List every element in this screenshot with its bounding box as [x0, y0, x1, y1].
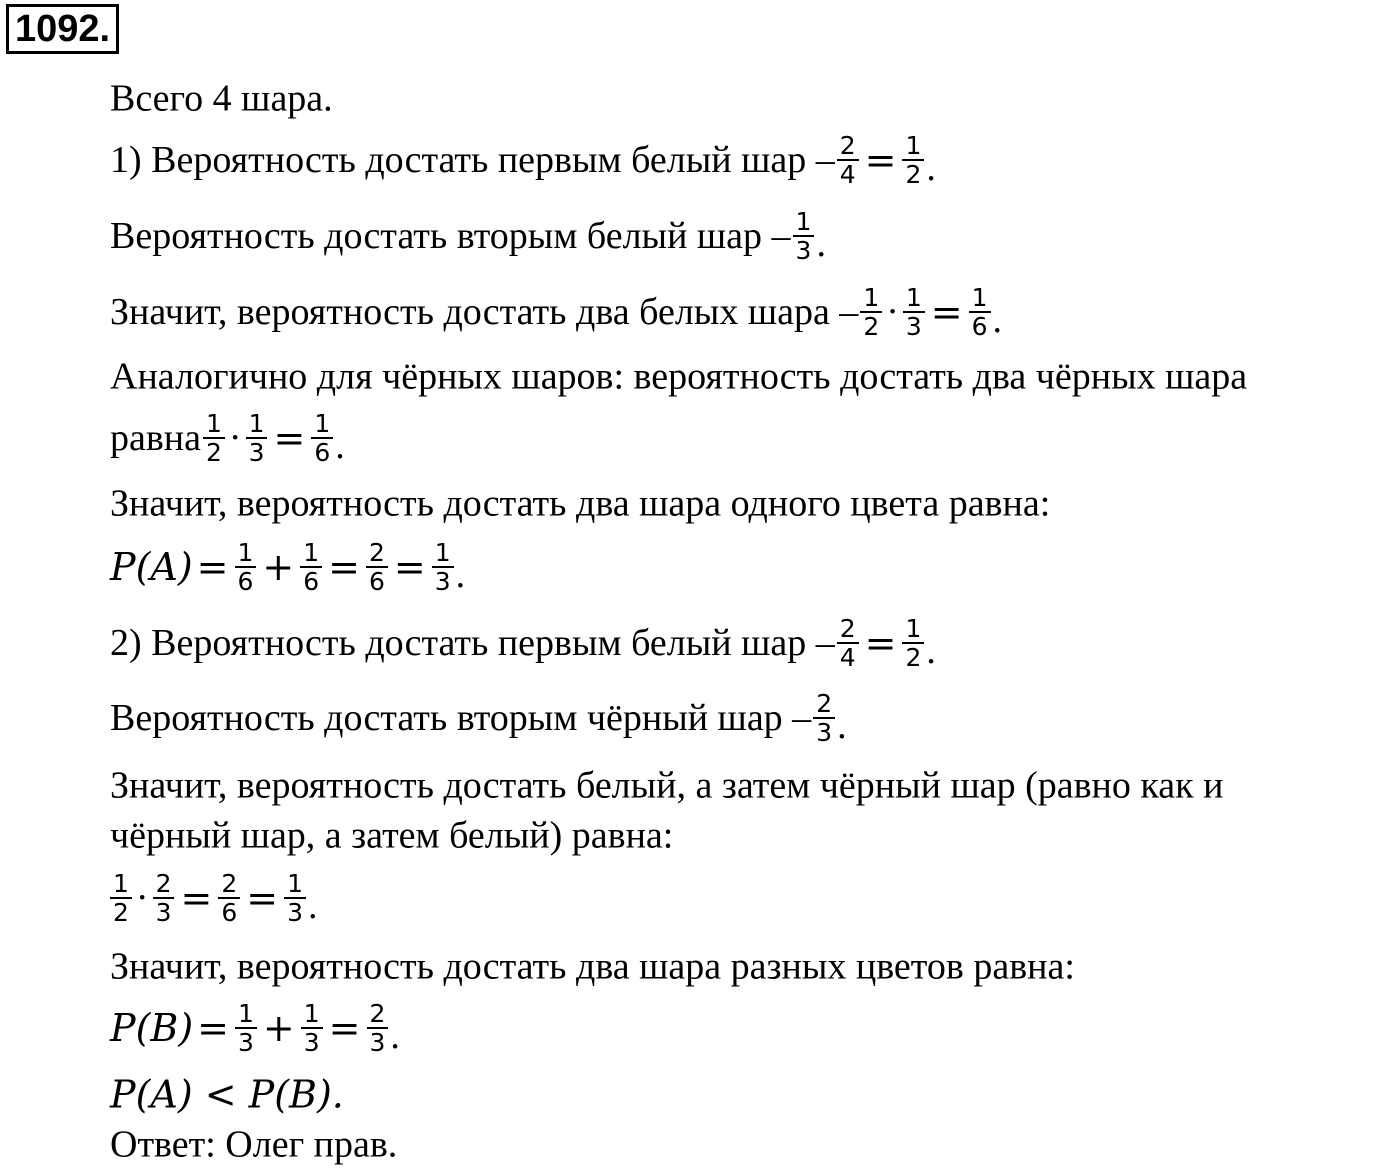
period: . [837, 705, 847, 747]
numerator: 1 [902, 615, 924, 644]
text-line-p1-second [110, 208, 826, 264]
numerator: 2 [367, 1000, 389, 1029]
fraction [837, 615, 859, 671]
period: . [992, 299, 1003, 341]
denominator: 3 [434, 567, 451, 596]
probability-expression: P(A) [110, 545, 193, 589]
fraction [311, 410, 333, 466]
fraction [432, 539, 454, 595]
line-text: чёрный шар, а затем белый) равна: [110, 814, 674, 857]
text-line-compare [110, 1071, 344, 1117]
text-line-p2-calc [110, 870, 317, 926]
denominator: 3 [303, 1028, 320, 1057]
probability-expression: P(B) [110, 1006, 194, 1050]
text-line-p2-wb-b [110, 812, 673, 855]
equals-sign: = [246, 876, 279, 920]
fraction [300, 539, 322, 595]
text-line-p1-black-a [110, 353, 1247, 396]
denominator: 6 [314, 438, 331, 467]
numerator: 1 [969, 284, 991, 313]
fraction [235, 539, 257, 595]
fraction [860, 284, 882, 340]
numerator: 1 [300, 539, 322, 568]
period: . [335, 425, 345, 467]
denominator: 3 [816, 718, 833, 747]
line-text: Значит, вероятность достать два белых шара – [110, 291, 859, 333]
denominator: 3 [248, 438, 265, 467]
text-line-p2-second [110, 690, 847, 746]
numerator: 1 [246, 410, 268, 439]
equals-sign: = [864, 138, 897, 182]
text-line-p1-two-white [110, 284, 1002, 340]
text-line-p2-first [110, 615, 936, 671]
fraction [366, 539, 388, 595]
denominator: 3 [795, 236, 812, 265]
fraction [110, 870, 132, 926]
denominator: 2 [863, 312, 880, 341]
denominator: 4 [839, 160, 856, 189]
line-text: Значит, вероятность достать два шара одного цвета равна: [110, 482, 1051, 525]
multiply-dot: · [886, 291, 899, 333]
numerator: 1 [203, 410, 225, 439]
denominator: 2 [206, 438, 222, 467]
problem-number: 1092. [6, 4, 119, 54]
equals-sign: = [328, 545, 361, 589]
equals-sign: = [393, 545, 426, 589]
plus-sign: + [262, 545, 295, 589]
denominator: 4 [839, 643, 856, 672]
equals-sign: = [864, 621, 897, 665]
denominator: 2 [905, 643, 922, 672]
period: . [307, 885, 318, 927]
fraction [813, 690, 835, 746]
numerator: 2 [837, 132, 859, 161]
denominator: 3 [238, 1028, 254, 1057]
denominator: 3 [287, 898, 303, 927]
equals-sign: = [273, 416, 306, 460]
numerator: 1 [110, 870, 132, 899]
fraction [301, 1000, 323, 1056]
line-text: Вероятность достать вторым белый шар – [110, 215, 791, 257]
answer-text: Ответ: Олег прав. [110, 1123, 398, 1166]
numerator: 2 [218, 870, 240, 899]
equals-sign: = [180, 876, 213, 920]
line-text: 2) Вероятность достать первым белый шар – [110, 622, 835, 664]
text-line-p1-black-b [110, 410, 345, 466]
fraction [235, 1000, 257, 1056]
equals-sign: = [197, 1006, 229, 1050]
numerator: 2 [366, 539, 388, 568]
text-line-p2-wb-a [110, 762, 1223, 805]
fraction [153, 870, 175, 926]
numerator: 2 [837, 615, 859, 644]
denominator: 2 [905, 160, 922, 189]
denominator: 6 [369, 567, 385, 596]
multiply-dot: · [135, 877, 149, 919]
fraction [903, 284, 925, 340]
denominator: 3 [369, 1028, 386, 1057]
denominator: 6 [237, 567, 254, 596]
fraction [969, 284, 991, 340]
fraction [218, 870, 240, 926]
numerator: 1 [235, 1000, 257, 1029]
plus-sign: + [262, 1006, 295, 1050]
numerator: 1 [301, 1000, 323, 1029]
text-line-p2-PB [110, 1000, 400, 1056]
fraction [793, 208, 815, 264]
numerator: 1 [432, 539, 454, 568]
numerator: 1 [903, 284, 925, 313]
line-text: Аналогично для чёрных шаров: вероятность достать два чёрных шара [110, 355, 1248, 398]
fraction [203, 410, 225, 466]
line-text: 1) Вероятность достать первым белый шар – [110, 139, 835, 181]
numerator: 1 [284, 870, 306, 899]
denominator: 6 [221, 898, 238, 927]
text-line-p1-same [110, 480, 1050, 523]
numerator: 1 [793, 208, 815, 237]
fraction [367, 1000, 389, 1056]
equals-sign: = [930, 290, 963, 334]
period: . [455, 554, 466, 596]
equals-sign: = [196, 545, 229, 589]
text-line-p1-first [110, 132, 936, 188]
period: . [816, 223, 826, 265]
period: . [926, 630, 936, 672]
fraction [284, 870, 306, 926]
fraction [902, 132, 924, 188]
line-text: Значит, вероятность достать два шара разных цветов равна: [110, 945, 1075, 988]
denominator: 3 [155, 898, 172, 927]
text-line-p2-diff [110, 943, 1075, 986]
denominator: 2 [113, 898, 129, 927]
line-text: Всего 4 шара. [110, 77, 333, 120]
denominator: 6 [971, 312, 988, 341]
numerator: 1 [902, 132, 924, 161]
denominator: 3 [905, 312, 922, 341]
line-text: Вероятность достать вторым чёрный шар – [110, 697, 812, 739]
multiply-dot: · [228, 417, 242, 459]
comparison-expression: P(A) < P(B). [110, 1072, 344, 1117]
numerator: 1 [311, 410, 333, 439]
fraction [246, 410, 268, 466]
numerator: 1 [235, 539, 257, 568]
fraction [902, 615, 924, 671]
line-text: Значит, вероятность достать белый, а затем чёрный шар (равно как и [110, 764, 1224, 807]
period: . [390, 1015, 400, 1057]
period: . [926, 147, 936, 189]
numerator: 1 [860, 284, 882, 313]
fraction [837, 132, 859, 188]
text-line-answer [110, 1121, 397, 1164]
text-line-p1-PA [110, 539, 465, 595]
numerator: 2 [813, 690, 835, 719]
text-line-total [110, 75, 333, 118]
equals-sign: = [328, 1006, 361, 1050]
denominator: 6 [303, 567, 320, 596]
line-text: равна [110, 417, 202, 459]
numerator: 2 [153, 870, 175, 899]
